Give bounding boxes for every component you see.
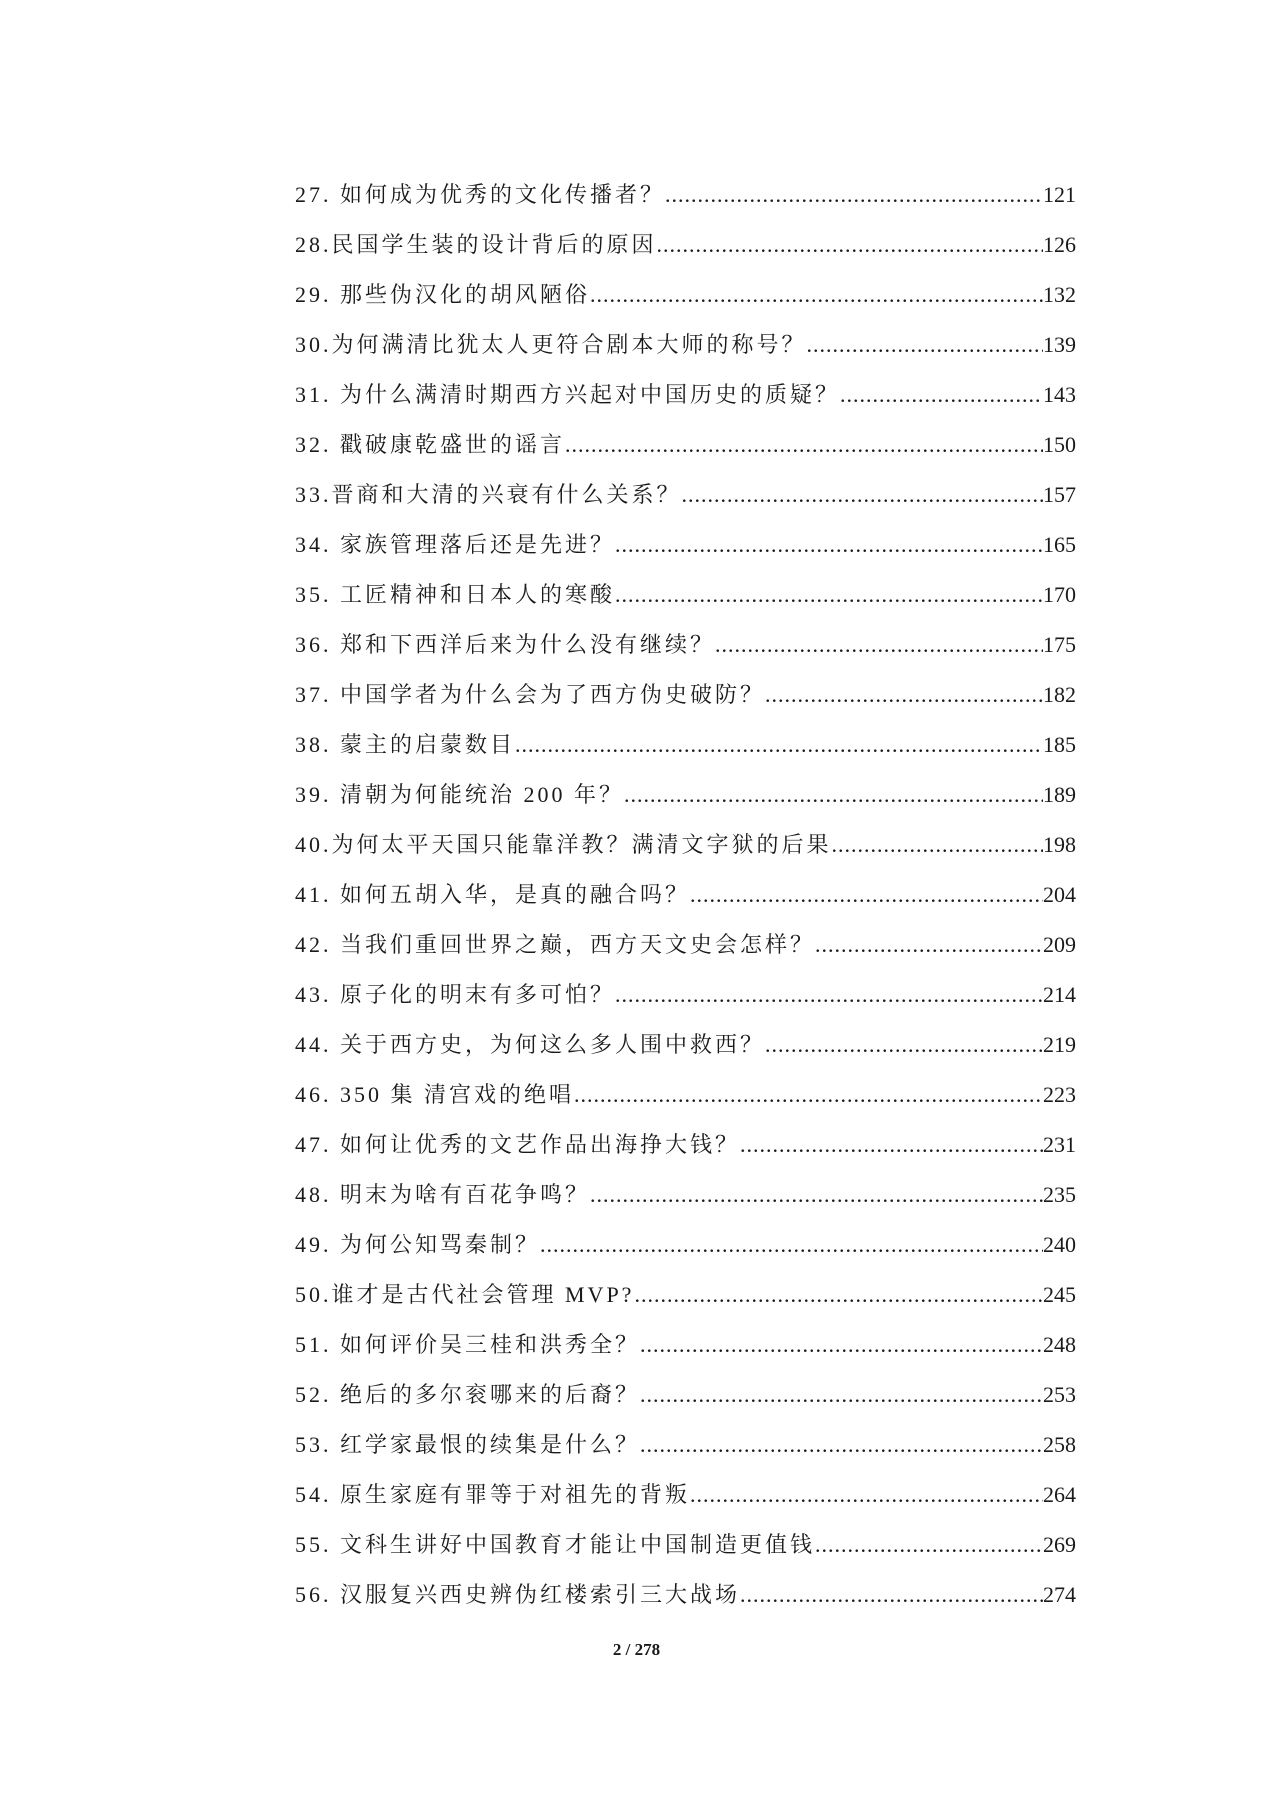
dot-leader xyxy=(690,882,1043,908)
toc-entry-page-number: 274 xyxy=(1043,1582,1076,1607)
dot-leader xyxy=(715,632,1043,658)
toc-entry-title: 54. 原生家庭有罪等于对祖先的背叛 xyxy=(295,1482,691,1507)
toc-entry-page-number: 182 xyxy=(1043,682,1076,707)
toc-entry[interactable] xyxy=(295,608,1076,658)
toc-entry[interactable] xyxy=(295,658,1076,708)
dot-leader xyxy=(682,482,1043,508)
dot-leader xyxy=(765,1032,1043,1058)
toc-entry-page-number: 240 xyxy=(1043,1232,1076,1257)
toc-entry-title: 32. 戳破康乾盛世的谣言 xyxy=(295,432,566,457)
toc-entry-title: 55. 文科生讲好中国教育才能让中国制造更值钱 xyxy=(295,1532,816,1557)
toc-entry[interactable] xyxy=(295,1508,1076,1558)
toc-entry[interactable] xyxy=(295,1008,1076,1058)
dot-leader xyxy=(634,1282,1043,1308)
toc-entry[interactable] xyxy=(295,1058,1076,1108)
toc-entry-title: 50.谁才是古代社会管理 MVP? xyxy=(295,1282,635,1307)
toc-entry-page-number: 175 xyxy=(1043,632,1076,657)
dot-leader xyxy=(807,332,1043,358)
toc-entry-title: 37. 中国学者为什么会为了西方伪史破防？ xyxy=(295,682,766,707)
dot-leader xyxy=(615,582,1043,608)
toc-entry-title: 39. 清朝为何能统治 200 年？ xyxy=(295,782,625,807)
toc-entry-title: 27. 如何成为优秀的文化传播者？ xyxy=(295,182,666,207)
toc-entry-title: 40.为何太平天国只能靠洋教？满清文字狱的后果 xyxy=(295,832,832,857)
toc-entry-title: 41. 如何五胡入华，是真的融合吗？ xyxy=(295,882,691,907)
dot-leader xyxy=(565,432,1043,458)
toc-entry[interactable] xyxy=(295,408,1076,458)
toc-entry-page-number: 245 xyxy=(1043,1282,1076,1307)
toc-entry-title: 53. 红学家最恨的续集是什么？ xyxy=(295,1432,641,1457)
toc-entry-page-number: 235 xyxy=(1043,1182,1076,1207)
toc-entry[interactable] xyxy=(295,1358,1076,1408)
toc-entry[interactable] xyxy=(295,358,1076,408)
table-of-contents xyxy=(295,158,1076,1608)
toc-entry-page-number: 204 xyxy=(1043,882,1076,907)
toc-entry[interactable] xyxy=(295,808,1076,858)
dot-leader xyxy=(740,1132,1043,1158)
dot-leader xyxy=(640,1382,1043,1408)
toc-entry-page-number: 150 xyxy=(1043,432,1076,457)
toc-entry-page-number: 223 xyxy=(1043,1082,1076,1107)
toc-entry[interactable] xyxy=(295,258,1076,308)
toc-entry-page-number: 185 xyxy=(1043,732,1076,757)
dot-leader xyxy=(740,1582,1043,1608)
toc-entry[interactable] xyxy=(295,1458,1076,1508)
toc-entry-page-number: 219 xyxy=(1043,1032,1076,1057)
toc-entry[interactable] xyxy=(295,308,1076,358)
toc-entry-page-number: 231 xyxy=(1043,1132,1076,1157)
toc-entry-title: 52. 绝后的多尔衮哪来的后裔？ xyxy=(295,1382,641,1407)
toc-entry-title: 33.晋商和大清的兴衰有什么关系？ xyxy=(295,482,682,507)
toc-entry[interactable] xyxy=(295,1258,1076,1308)
toc-entry[interactable] xyxy=(295,208,1076,258)
dot-leader xyxy=(515,732,1043,758)
toc-entry[interactable] xyxy=(295,508,1076,558)
dot-leader xyxy=(657,232,1043,258)
toc-entry-title: 47. 如何让优秀的文艺作品出海挣大钱？ xyxy=(295,1132,741,1157)
toc-entry-page-number: 209 xyxy=(1043,932,1076,957)
toc-entry-title: 48. 明末为啥有百花争鸣？ xyxy=(295,1182,591,1207)
toc-entry-title: 51. 如何评价吴三桂和洪秀全？ xyxy=(295,1332,641,1357)
toc-entry[interactable] xyxy=(295,908,1076,958)
dot-leader xyxy=(540,1232,1043,1258)
dot-leader xyxy=(832,832,1043,858)
toc-entry-page-number: 170 xyxy=(1043,582,1076,607)
toc-entry[interactable] xyxy=(295,708,1076,758)
toc-entry[interactable] xyxy=(295,858,1076,908)
dot-leader xyxy=(815,932,1043,958)
toc-entry-page-number: 198 xyxy=(1043,832,1076,857)
dot-leader xyxy=(640,1332,1043,1358)
toc-entry-page-number: 214 xyxy=(1043,982,1076,1007)
toc-entry-page-number: 189 xyxy=(1043,782,1076,807)
toc-entry-page-number: 126 xyxy=(1043,232,1076,257)
toc-entry-page-number: 258 xyxy=(1043,1432,1076,1457)
dot-leader xyxy=(590,282,1043,308)
dot-leader xyxy=(615,532,1043,558)
toc-entry-page-number: 157 xyxy=(1043,482,1076,507)
toc-entry-page-number: 253 xyxy=(1043,1382,1076,1407)
toc-entry[interactable] xyxy=(295,458,1076,508)
toc-entry[interactable] xyxy=(295,1308,1076,1358)
dot-leader xyxy=(665,182,1043,208)
page-number-footer: 2 / 278 xyxy=(612,1640,661,1659)
toc-entry-title: 38. 蒙主的启蒙数目 xyxy=(295,732,516,757)
dot-leader xyxy=(624,782,1043,808)
toc-entry[interactable] xyxy=(295,558,1076,608)
dot-leader xyxy=(640,1432,1043,1458)
toc-entry[interactable] xyxy=(295,1158,1076,1208)
toc-entry-title: 46. 350 集 清宫戏的绝唱 xyxy=(295,1082,575,1107)
toc-entry-page-number: 121 xyxy=(1043,182,1076,207)
toc-entry[interactable] xyxy=(295,958,1076,1008)
toc-entry-page-number: 143 xyxy=(1043,382,1076,407)
dot-leader xyxy=(615,982,1043,1008)
dot-leader xyxy=(690,1482,1043,1508)
toc-entry-title: 30.为何满清比犹太人更符合剧本大师的称号？ xyxy=(295,332,807,357)
toc-entry-title: 31. 为什么满清时期西方兴起对中国历史的质疑？ xyxy=(295,382,841,407)
toc-entry[interactable] xyxy=(295,1558,1076,1608)
toc-entry-page-number: 269 xyxy=(1043,1532,1076,1557)
toc-entry[interactable] xyxy=(295,1408,1076,1458)
toc-entry[interactable] xyxy=(295,1208,1076,1258)
dot-leader xyxy=(574,1082,1043,1108)
toc-entry-page-number: 132 xyxy=(1043,282,1076,307)
toc-entry-title: 29. 那些伪汉化的胡风陋俗 xyxy=(295,282,591,307)
toc-entry-title: 49. 为何公知骂秦制？ xyxy=(295,1232,541,1257)
toc-entry-title: 34. 家族管理落后还是先进？ xyxy=(295,532,616,557)
toc-entry-page-number: 264 xyxy=(1043,1482,1076,1507)
toc-entry-title: 42. 当我们重回世界之巅，西方天文史会怎样？ xyxy=(295,932,816,957)
toc-entry-page-number: 248 xyxy=(1043,1332,1076,1357)
toc-entry-title: 36. 郑和下西洋后来为什么没有继续？ xyxy=(295,632,716,657)
toc-entry-page-number: 139 xyxy=(1043,332,1076,357)
toc-entry[interactable] xyxy=(295,158,1076,208)
toc-entry-title: 28.民国学生装的设计背后的原因 xyxy=(295,232,657,257)
dot-leader xyxy=(840,382,1043,408)
toc-entry-title: 43. 原子化的明末有多可怕？ xyxy=(295,982,616,1007)
toc-entry-page-number: 165 xyxy=(1043,532,1076,557)
toc-entry-title: 56. 汉服复兴西史辨伪红楼索引三大战场 xyxy=(295,1582,741,1607)
dot-leader xyxy=(815,1532,1043,1558)
toc-entry[interactable] xyxy=(295,758,1076,808)
toc-entry[interactable] xyxy=(295,1108,1076,1158)
dot-leader xyxy=(590,1182,1043,1208)
toc-entry-title: 35. 工匠精神和日本人的寒酸 xyxy=(295,582,616,607)
toc-entry-title: 44. 关于西方史，为何这么多人围中救西？ xyxy=(295,1032,766,1057)
dot-leader xyxy=(765,682,1043,708)
